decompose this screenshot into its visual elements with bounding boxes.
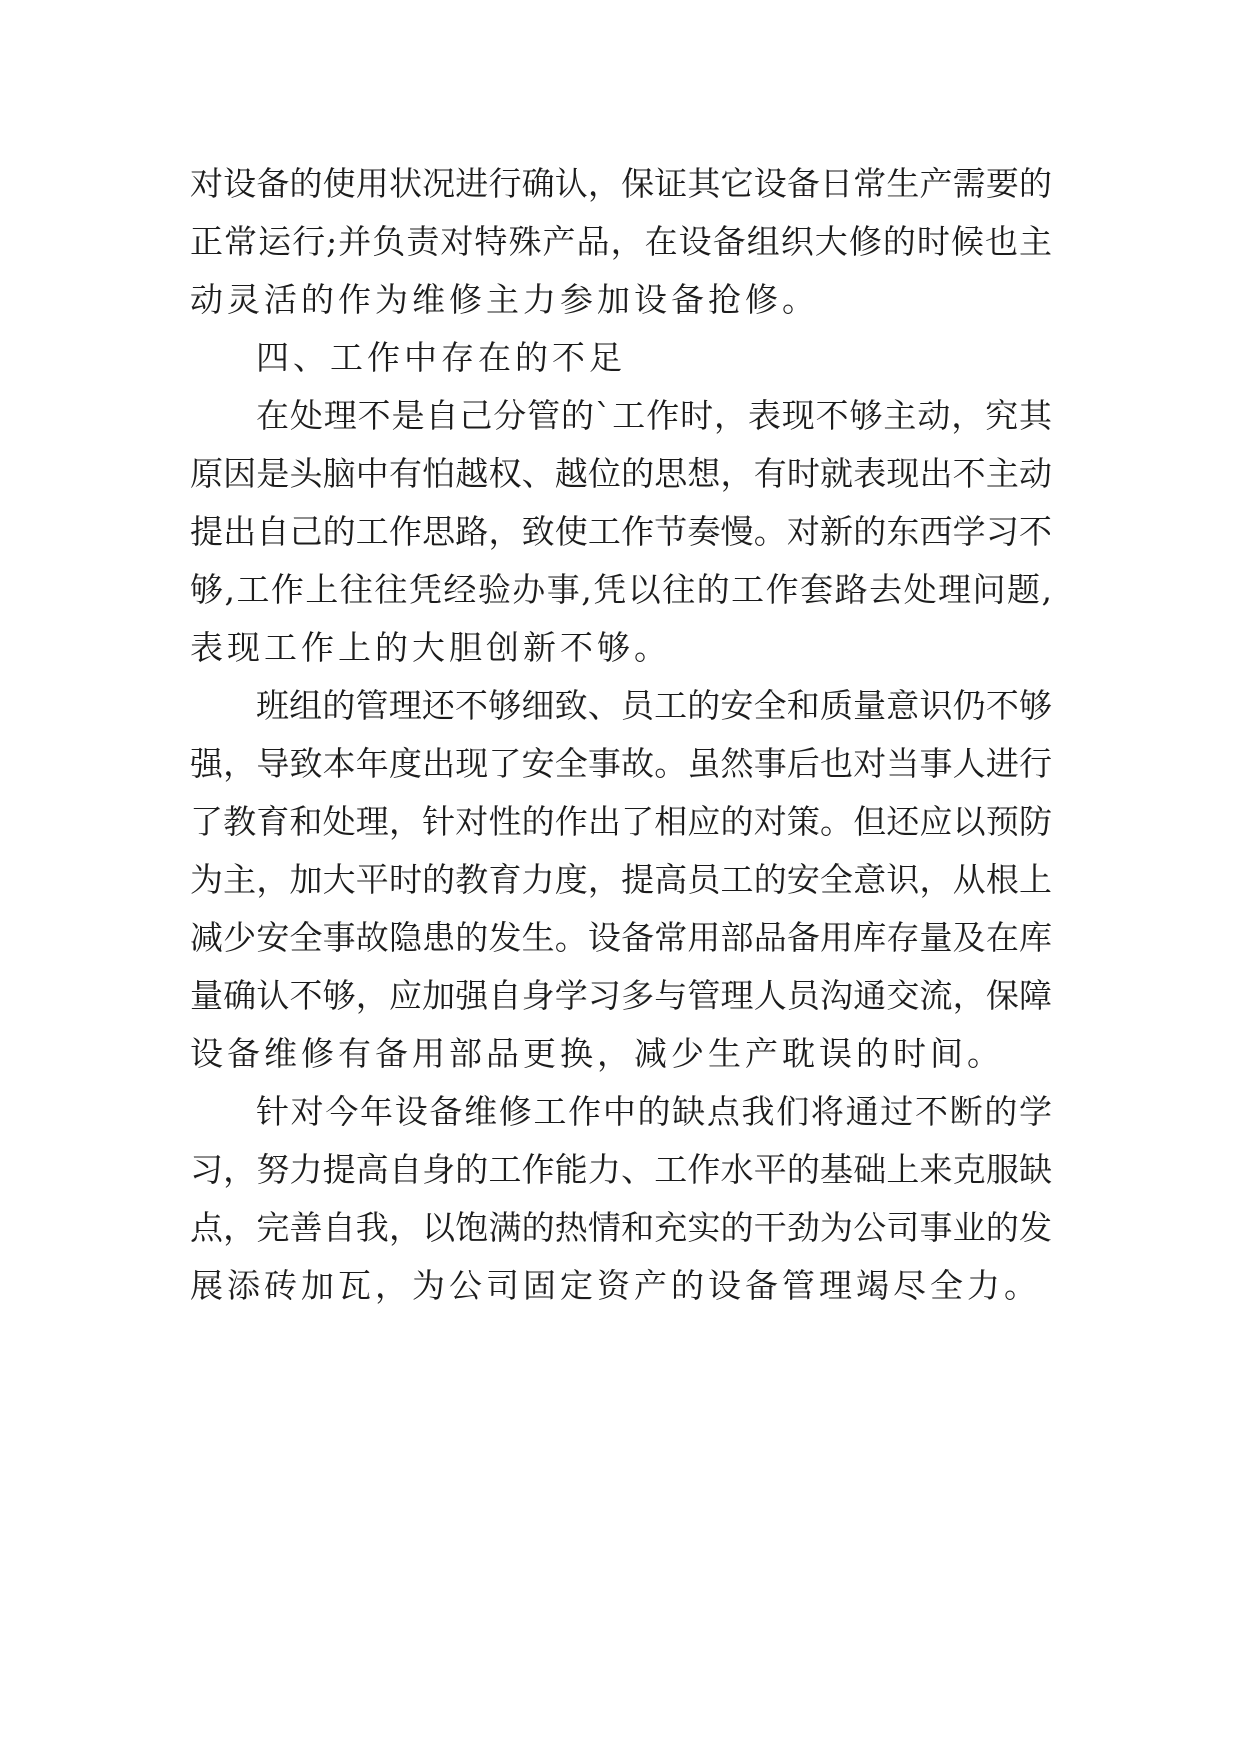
- text-line: 原因是头脑中有怕越权、越位的思想，有时就表现出不主动: [190, 454, 1052, 493]
- text-line: 设备维修有备用部品更换，减少生产耽误的时间。: [190, 1034, 1004, 1073]
- paragraph-initiative: [190, 387, 1052, 677]
- paragraph-improvement-plan: [190, 1083, 1052, 1315]
- text-line: 表现工作上的大胆创新不够。: [190, 628, 671, 667]
- text-line: 班组的管理还不够细致、员工的安全和质量意识仍不够: [256, 686, 1052, 725]
- text-line: 强，导致本年度出现了安全事故。虽然事后也对当事人进行: [190, 744, 1052, 783]
- text-line: 针对今年设备维修工作中的缺点我们将通过不断的学: [256, 1092, 1052, 1131]
- text-line: 展添砖加瓦，为公司固定资产的设备管理竭尽全力。: [190, 1266, 1041, 1305]
- text-line: 了教育和处理，针对性的作出了相应的对策。但还应以预防: [190, 802, 1052, 841]
- text-line: 提出自己的工作思路，致使工作节奏慢。对新的东西学习不: [190, 512, 1052, 551]
- text-line: 动灵活的作为维修主力参加设备抢修。: [190, 280, 819, 319]
- paragraph-device-operation: [190, 155, 1052, 329]
- text-line: 减少安全事故隐患的发生。设备常用部品备用库存量及在库: [190, 918, 1052, 957]
- text-line: 点，完善自我，以饱满的热情和充实的干劲为公司事业的发: [190, 1208, 1052, 1247]
- text-line: 在处理不是自己分管的`工作时，表现不够主动，究其: [256, 396, 1052, 435]
- text-line: 正常运行;并负责对特殊产品，在设备组织大修的时候也主: [190, 222, 1052, 261]
- text-line: 够,工作上往往凭经验办事,凭以往的工作套路去处理问题,: [190, 570, 1052, 609]
- text-line: 为主，加大平时的教育力度，提高员工的安全意识，从根上: [190, 860, 1052, 899]
- text-line: 习，努力提高自身的工作能力、工作水平的基础上来克服缺: [190, 1150, 1052, 1189]
- document-page: [190, 155, 1052, 1315]
- text-line: 对设备的使用状况进行确认，保证其它设备日常生产需要的: [190, 164, 1052, 203]
- section-heading: 四、工作中存在的不足: [256, 338, 626, 377]
- section-heading-shortcomings: [190, 329, 1052, 387]
- paragraph-team-management: [190, 677, 1052, 1083]
- text-line: 量确认不够，应加强自身学习多与管理人员沟通交流，保障: [190, 976, 1052, 1015]
